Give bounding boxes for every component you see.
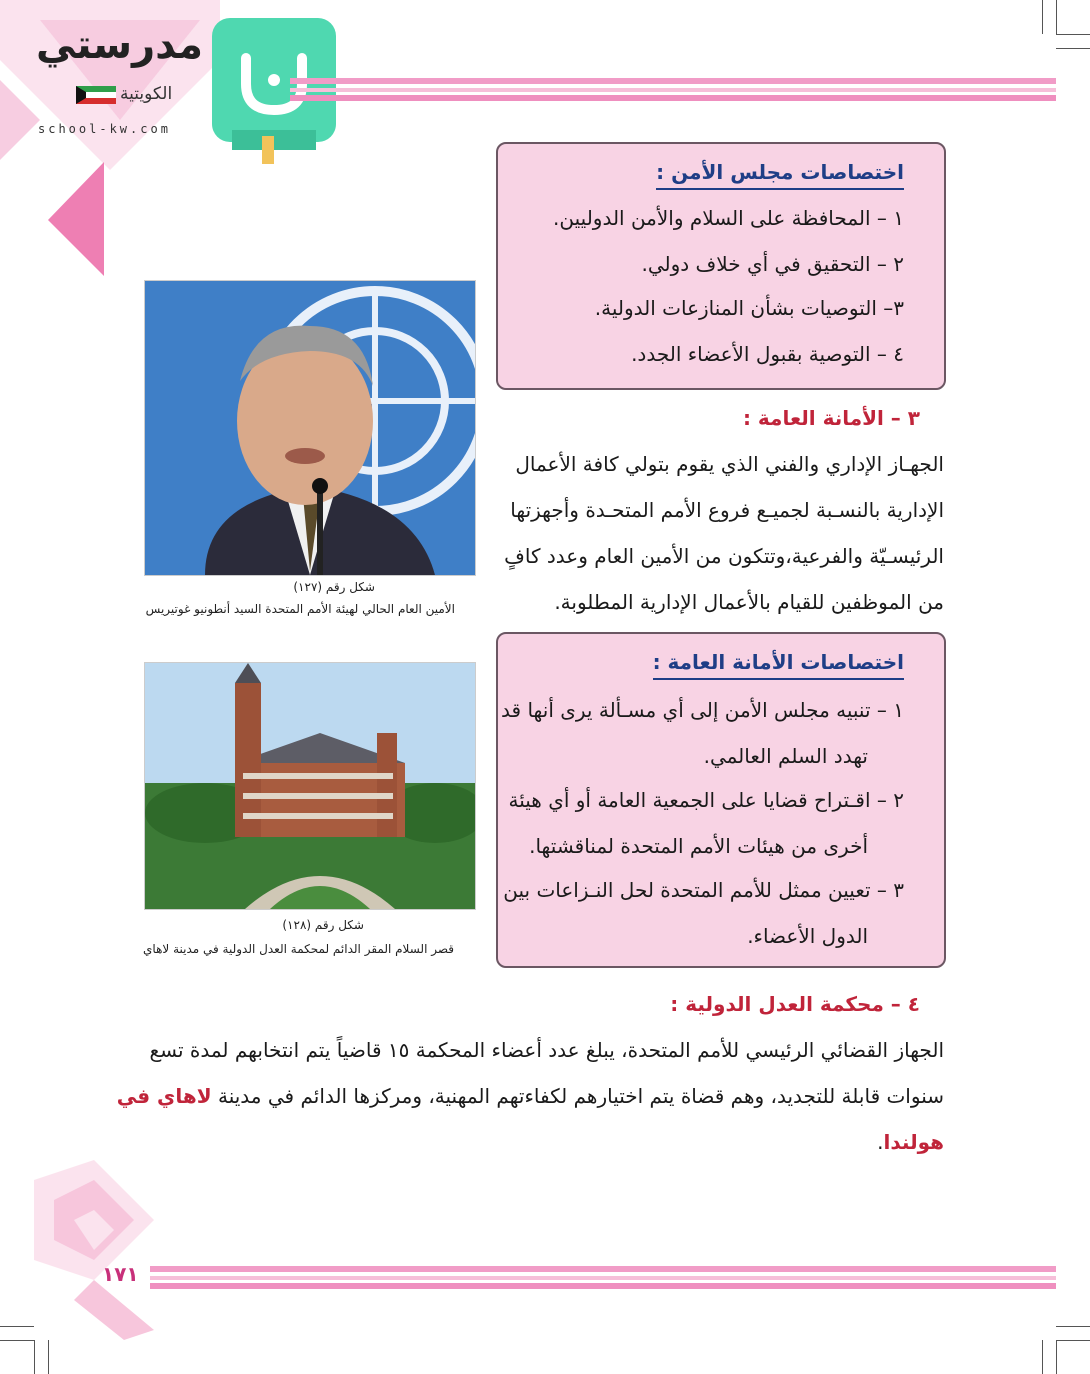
secretariat-box-title: اختصاصات الأمانة العامة : xyxy=(653,650,904,680)
crop-mark xyxy=(48,1340,49,1374)
crop-mark xyxy=(1042,1340,1043,1374)
bottom-decorative-band xyxy=(150,1266,1056,1294)
security-item: ٢ – التحقيق في أي خلاف دولي. xyxy=(641,252,904,276)
secretariat-line: الرئيسـيّة والفرعية،وتتكون من الأمين العام وعدد كافٍ xyxy=(504,544,944,568)
secretariat-heading: ٣ – الأمانة العامة : xyxy=(742,406,920,430)
security-item: ٣– التوصيات بشأن المنازعات الدولية. xyxy=(594,296,904,320)
figure-128-number: شكل رقم (١٢٨) xyxy=(282,918,364,932)
secretariat-item-cont: الدول الأعضاء. xyxy=(747,924,868,948)
crop-mark xyxy=(1056,1326,1090,1327)
figure-128-caption: قصر السلام المقر الدائم لمحكمة العدل الدولية في مدينة لاهاي xyxy=(143,942,454,956)
security-council-box xyxy=(496,142,946,390)
secretariat-box xyxy=(496,632,946,968)
crop-mark xyxy=(1056,34,1090,35)
security-item: ١ – المحافظة على السلام والأمن الدوليين. xyxy=(553,206,904,230)
court-line xyxy=(877,1130,944,1154)
security-item: ٤ – التوصية بقبول الأعضاء الجدد. xyxy=(631,342,904,366)
secretariat-line: الإدارية بالنسـبة لجميـع فروع الأمم المتحـدة وأجهزتها xyxy=(510,498,944,522)
page-number: ١٧١ xyxy=(102,1262,139,1286)
secretariat-item: ٣ – تعيين ممثل للأمم المتحدة لحل النـزاعات بين xyxy=(503,878,904,902)
secretary-general-photo xyxy=(144,280,476,576)
top-decorative-band xyxy=(290,78,1056,106)
kuwait-flag-icon xyxy=(76,86,116,104)
crop-mark xyxy=(0,1326,34,1327)
crop-mark xyxy=(0,1340,34,1341)
secretariat-item-cont: تهدد السلم العالمي. xyxy=(703,744,868,768)
crop-mark xyxy=(1042,0,1043,34)
secretariat-item: ٢ – اقـتراح قضايا على الجمعية العامة أو أي هيئة xyxy=(508,788,904,812)
logo-title: مدرستي xyxy=(36,22,204,68)
court-highlight: لاهاي في xyxy=(116,1084,212,1108)
crop-mark xyxy=(1056,48,1090,49)
crop-mark xyxy=(1056,1340,1057,1374)
court-line xyxy=(117,1084,944,1108)
court-line-end: . xyxy=(877,1130,884,1154)
court-highlight: هولندا xyxy=(883,1130,944,1154)
secretariat-line: الجهـاز الإداري والفني الذي يقوم بتولي كافة الأعمال xyxy=(515,452,944,476)
secretariat-line: من الموظفين للقيام بالأعمال الإدارية المطلوبة. xyxy=(554,590,944,614)
crop-mark xyxy=(34,1340,35,1374)
logo-url: school-kw.com xyxy=(38,122,171,136)
peace-palace-photo xyxy=(144,662,476,910)
corner-decoration-bottom xyxy=(34,1160,184,1340)
secretariat-item: ١ – تنبيه مجلس الأمن إلى أي مسـألة يرى أنها قد xyxy=(501,698,904,722)
court-line: الجهاز القضائي الرئيسي للأمم المتحدة، يبلغ عدد أعضاء المحكمة ١٥ قاضياً يتم انتخابهم لمدة تسع xyxy=(149,1038,944,1062)
court-heading: ٤ – محكمة العدل الدولية : xyxy=(670,992,920,1016)
figure-127-number: شكل رقم (١٢٧) xyxy=(293,580,375,594)
figure-127-caption: الأمين العام الحالي لهيئة الأمم المتحدة السيد أنطونيو غوتيريس xyxy=(145,602,455,616)
security-box-title: اختصاصات مجلس الأمن : xyxy=(656,160,904,190)
crop-mark xyxy=(1056,0,1057,34)
secretariat-item-cont: أخرى من هيئات الأمم المتحدة لمناقشتها. xyxy=(529,834,868,858)
court-line-text: سنوات قابلة للتجديد، وهم قضاة يتم اختيارهم لكفاءتهم المهنية، ومركزها الدائم في مدينة xyxy=(211,1084,944,1108)
crop-mark xyxy=(1056,1340,1090,1341)
logo-subtitle: الكويتية xyxy=(120,84,173,104)
